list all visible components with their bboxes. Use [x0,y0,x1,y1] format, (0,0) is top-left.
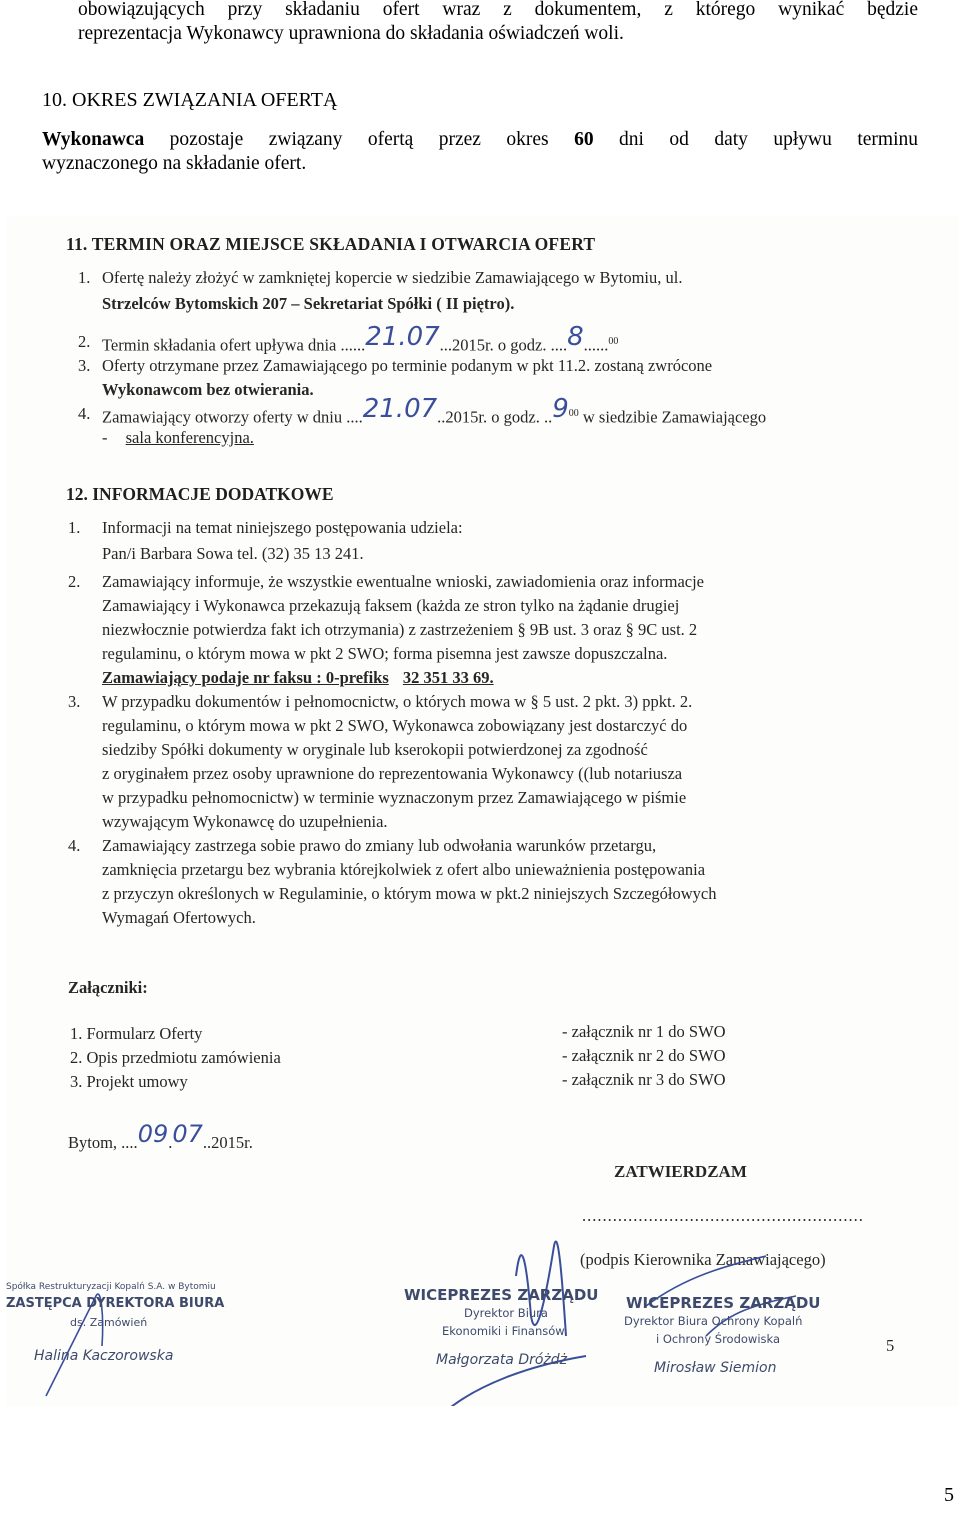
attachment-1-left: 1. Formularz Oferty [70,1024,203,1043]
s12-item2-number: 2. [68,572,81,591]
section-11-heading: 11. TERMIN ORAZ MIEJSCE SKŁADANIA I OTWARCIA OFERT [66,234,596,254]
scanned-page [6,216,958,1406]
intro-paragraph [78,0,918,46]
stamp-middle-line3: Ekonomiki i Finansów [442,1324,565,1338]
s11-item1-line2: Strzelców Bytomskich 207 – Sekretariat Spółki ( II piętro). [102,294,515,313]
s11-item1-line1: Ofertę należy złożyć w zamkniętej kopercie w siedzibie Zamawiającego w Bytomiu, ul. [102,268,683,287]
s11-item4-post: w siedzibie Zamawiającego [578,407,767,427]
s11-item2-post: ...... [583,335,609,355]
s11-item1-number: 1. [78,268,91,287]
s12-item4-line1: Zamawiający zastrzega sobie prawo do zmiany lub odwołania warunków przetargu, [102,836,657,855]
stamp-left-company: Spółka Restrukturyzacji Kopalń S.A. w Bytomiu [6,1282,216,1292]
handwritten-date-1: 21.07 [365,321,440,352]
section-10-line-1 [42,128,918,152]
s11-item2-minutes: 00 [608,336,619,347]
attachment-3-left: 3. Projekt umowy [70,1072,188,1091]
stamp-middle-line2: Dyrektor Biura [464,1306,548,1320]
s11-item2-mid: ...2015r. o godz. .... [439,335,568,355]
handwritten-day: 09 [137,1120,169,1148]
section-10-body [42,128,918,176]
stamp-right-line3: i Ochrony Środowiska [656,1332,781,1346]
stamp-right-name: Mirosław Siemion [654,1360,777,1376]
s12-item2-line4: regulaminu, o którym mowa w pkt 2 SWO; forma pisemna jest zawsze dopuszczalna. [102,644,668,663]
section-10-days: 60 [574,129,594,150]
section-10-text: pozostaje związany ofertą przez okres [144,129,575,150]
s12-item1-line2: Pan/i Barbara Sowa tel. (32) 35 13 241. [102,544,364,563]
s12-item3-line2: regulaminu, o którym mowa w pkt 2 SWO, Wykonawca zobowiązany jest dostarczyć do [102,716,688,735]
intro-line-2: reprezentacja Wykonawcy uprawniona do składania oświadczeń woli. [78,23,624,44]
stamp-right-line2: Dyrektor Biura Ochrony Kopalń [624,1314,803,1328]
s11-item3-line2: Wykonawcom bez otwierania. [102,380,314,399]
s12-item3-number: 3. [68,692,81,711]
attachment-2-left: 2. Opis przedmiotu zamówienia [70,1048,281,1067]
s12-item3-line1: W przypadku dokumentów i pełnomocnictw, o których mowa w § 5 ust. 2 pkt. 3) ppkt. 2. [102,692,693,711]
section-10-lead: Wykonawca [42,129,145,150]
attachment-1-right: - załącznik nr 1 do SWO [562,1022,726,1041]
s11-item2-number: 2. [78,332,91,351]
s12-item3-line6: wzywającym Wykonawcę do uzupełnienia. [102,812,388,831]
section-10-line-2: wyznaczonego na składanie ofert. [42,153,307,174]
s12-item2-line3: niezwłocznie potwierdza fakt ich otrzymania) z zastrzeżeniem § 9B ust. 3 oraz § 9C ust. 2 [102,620,698,639]
s12-item1-number: 1. [68,518,81,537]
attachment-3-right: - załącznik nr 3 do SWO [562,1070,726,1089]
handwritten-date-2: 21.07 [362,393,438,424]
handwritten-hour-1: 8 [567,321,584,352]
place-date-post: ..2015r. [202,1133,253,1152]
s12-item2-line1: Zamawiający informuje, że wszystkie ewentualne wnioski, zawiadomienia oraz informacje [102,572,705,591]
s12-item4-line3: z przyczyn określonych w Regulaminie, o którym mowa w pkt.2 niniejszych Szczegółowych [102,884,717,903]
s12-item4-number: 4. [68,836,81,855]
s11-item2-pre: Termin składania ofert upływa dnia ...... [102,335,366,355]
stamp-left-dept: ds. Zamówień [70,1316,148,1329]
handwritten-hour-2: 9 [552,393,569,424]
stamp-left-title: ZASTĘPCA DYREKTORA BIURA [6,1296,225,1311]
intro-line-1: obowiązujących przy składaniu ofert wraz z dokumentem, z którego wynikać będzie [78,0,918,20]
s12-item3-line5: w przypadku pełnomocnictw) w terminie wyznaczonym przez Zamawiającego w piśmie [102,788,687,807]
attachments-heading: Załączniki: [68,978,148,997]
s12-item4-line2: zamknięcia przetargu bez wybrania którejkolwiek z ofert albo unieważnienia postępowania [102,860,706,879]
scan-page-number: 5 [886,1336,895,1355]
stamp-left-name: Halina Kaczorowska [34,1348,174,1364]
approval-label: ZATWIERDZAM [614,1162,747,1181]
s11-item4-minutes: 00 [568,408,579,419]
s11-item4-room: sala konferencyjna. [125,428,254,447]
place-date-dot: . [168,1133,173,1152]
s12-fax-number: 32 351 33 69. [402,668,494,687]
s11-item4-mid: ..2015r. o godz. .. [437,407,553,427]
s12-item1-line1: Informacji na temat niniejszego postępowania udziela: [102,518,463,537]
attachment-2-right: - załącznik nr 2 do SWO [562,1046,726,1065]
s11-item3-number: 3. [78,356,91,375]
signatures-svg [6,216,958,1406]
handwritten-month: 07 [172,1120,203,1148]
s11-item3-line1: Oferty otrzymane przez Zamawiającego po terminie podanym w pkt 11.2. zostaną zwrócone [102,356,713,375]
s11-item4-number: 4. [78,404,91,423]
s12-item2-line2: Zamawiający i Wykonawca przekazują faksem (każda ze stron tylko na żądanie drugiej [102,596,680,615]
approval-caption: (podpis Kierownika Zamawiającego) [580,1250,826,1269]
stamp-middle-title: WICEPREZES ZARZĄDU [404,1286,599,1304]
section-12-heading: 12. INFORMACJE DODATKOWE [66,484,334,504]
stamp-middle-name: Małgorzata Dróżdż [436,1352,568,1368]
s12-item4-line4: Wymagań Ofertowych. [102,908,256,927]
s11-item4-dash: - [102,428,108,447]
page-number: 5 [944,1484,954,1506]
section-10-heading: 10. OKRES ZWIĄZANIA OFERTĄ [42,89,338,111]
s12-item3-line4: z oryginałem przez osoby uprawnione do reprezentowania Wykonawcy ((lub notariusza [102,764,683,783]
place-date-pre: Bytom, .... [68,1133,138,1152]
approval-dots: ....................................................... [582,1206,864,1225]
s12-item3-line3: siedziby Spółki dokumenty w oryginale lub kserokopii potwierdzonej za zgodność [102,740,648,759]
section-10-text-after: dni od daty upływu terminu [593,129,918,150]
s11-item4-pre: Zamawiający otworzy oferty w dniu .... [102,407,363,427]
stamp-right-title: WICEPREZES ZARZĄDU [626,1294,821,1312]
s12-fax-label: Zamawiający podaje nr faksu : 0-prefiks [102,668,389,687]
